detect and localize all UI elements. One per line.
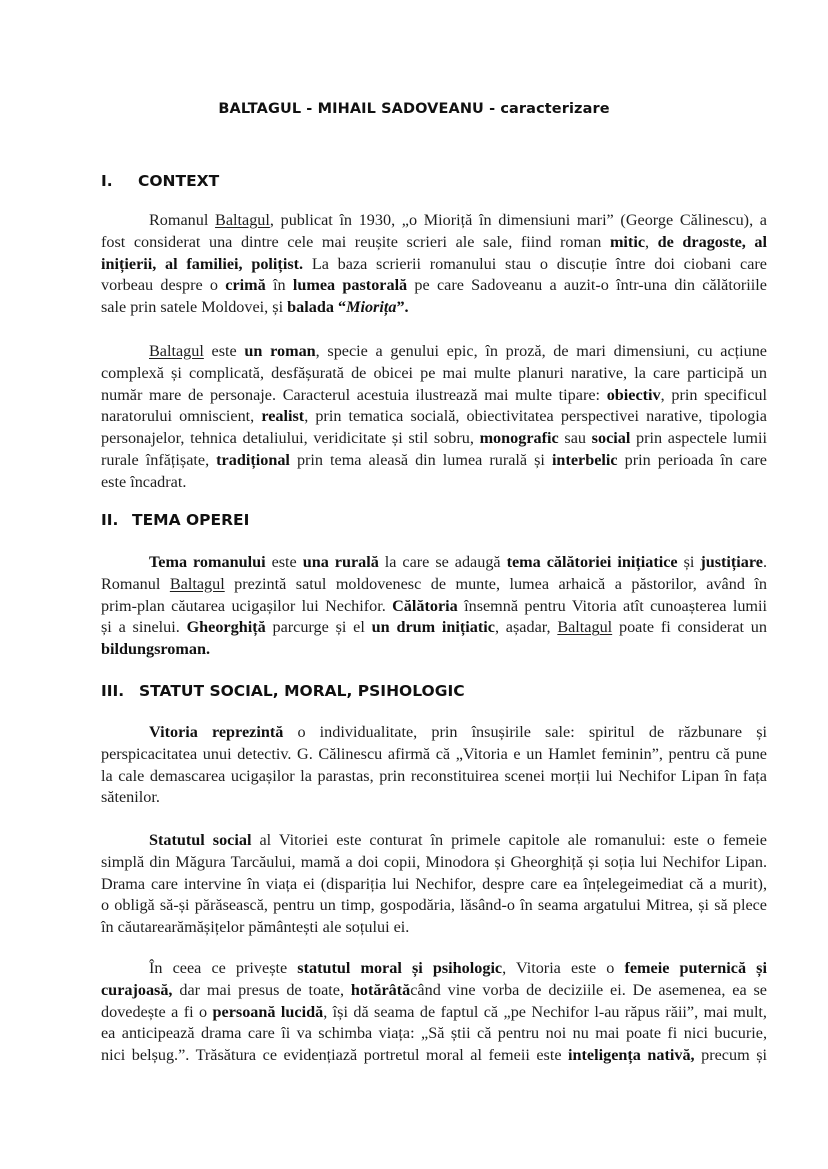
text-line xyxy=(101,917,767,939)
section-number: III. xyxy=(101,682,125,700)
text-line xyxy=(101,596,767,618)
text-run: o obligă să-și părăsească, pentru un timp, gospodăria, lăsând-o în seama argatului Mitrea, și să plece xyxy=(101,896,767,915)
text-run: dovedește a fi o xyxy=(101,1002,213,1021)
text-run: poate fi considerat un xyxy=(612,618,767,637)
text-line xyxy=(101,852,767,874)
section-number: I. xyxy=(101,172,113,190)
text-run: , prin specificul xyxy=(660,385,768,404)
bold-text: statutul moral și psihologic xyxy=(297,959,503,977)
bold-text: lumea pastorală xyxy=(292,276,408,295)
text-run: prin tema aleasă din lumea rurală și xyxy=(289,450,552,469)
section-heading-statut xyxy=(101,682,465,700)
text-run: simplă din Măgura Tarcăului, mamă a doi copii, Minodora și Gheorghiță și soția lui Nechifor Lipan. xyxy=(101,852,767,871)
bold-text: Tema romanului xyxy=(149,553,266,571)
text-run: , prin tematica socială, obiectivitatea perspectivei narative, tipologia xyxy=(304,407,767,426)
text-line xyxy=(101,363,767,385)
text-line xyxy=(101,895,767,917)
text-line xyxy=(101,385,767,407)
text-run: . xyxy=(762,553,768,571)
bold-text: persoană lucidă xyxy=(212,1002,324,1021)
text-line xyxy=(101,830,767,852)
text-run: prin perioada în care xyxy=(617,450,767,469)
text-run: ea anticipează drama care îi va schimba viața: „Să știi că pentru noi nu mai poate fi nici bucurie, xyxy=(101,1024,767,1043)
paragraph-statut-social xyxy=(101,830,767,939)
bold-text: Miorița xyxy=(346,298,397,317)
bold-text: inteligența nativă, xyxy=(568,1046,695,1065)
text-run: o individualitate, prin însușirile sale: spiritul de răzbunare și xyxy=(283,723,767,741)
text-line xyxy=(101,450,767,472)
text-run: sau xyxy=(558,429,592,448)
text-line xyxy=(101,617,767,639)
section-title: STATUT SOCIAL, MORAL, PSIHOLOGIC xyxy=(139,682,465,700)
text-line xyxy=(101,874,767,896)
bold-text: social xyxy=(591,429,631,448)
text-run: La baza scrierii romanului stau o discuție între doi ciobani care xyxy=(303,254,767,273)
text-run: număr mare de personaje. Caracterul acestuia ilustrează mai multe tipare: xyxy=(101,385,607,404)
bold-text: curajoasă, xyxy=(101,980,173,999)
bold-text: ”. xyxy=(396,298,409,317)
text-run: sale prin satele Moldovei, și xyxy=(101,298,288,317)
underlined-title: Baltagul xyxy=(169,574,225,593)
text-run: la care se adaugă xyxy=(378,553,507,571)
text-line xyxy=(101,787,767,809)
text-line xyxy=(101,254,767,276)
bold-text: hotărâtă xyxy=(350,980,411,999)
bold-text: obiectiv xyxy=(606,385,661,404)
text-run: este xyxy=(265,553,303,571)
text-run: prin aspectele lumii xyxy=(630,429,767,448)
text-run: însemnă pentru Vitoria atît cunoașterea lumii xyxy=(457,596,767,615)
text-run: perspicacitatea unui detectiv. G. Călinescu afirmă că „Vitoria e un Hamlet feminin”, pentru că pune xyxy=(101,744,767,763)
text-line xyxy=(101,406,767,428)
bold-text: Călătoria xyxy=(392,596,458,615)
bold-text: monografic xyxy=(479,429,559,448)
text-run: personajelor, tehnica detaliului, veridicitate și stil sobru, xyxy=(101,429,480,448)
text-run: complexă și complicată, desfășurată de obicei pe mai multe planuri narative, la care participă un xyxy=(101,363,767,382)
text-run: Romanul xyxy=(149,211,216,229)
text-run: când vine vorba de deciziile ei. De asemenea, ea se xyxy=(410,980,767,999)
section-title: CONTEXT xyxy=(138,172,220,190)
bold-text: un drum inițiatic xyxy=(371,618,495,637)
text-line xyxy=(101,210,767,232)
bold-text: inițierii, al familiei, polițist. xyxy=(101,254,304,273)
section-number: II. xyxy=(101,511,119,529)
text-run: vorbeau despre o xyxy=(101,276,226,295)
text-run: la cale demascarea ucigașilor la parastas, prin reconstituirea scenei morții lui Nechifor Lipan în fața xyxy=(101,766,767,785)
bold-text: realist xyxy=(261,407,305,426)
bold-text: de dragoste, al xyxy=(657,232,768,251)
text-line xyxy=(101,639,767,661)
text-run: parcurge și el xyxy=(265,618,372,637)
text-run: nici belșug.”. Trăsătura ce evidențiază portretul moral al femeii este xyxy=(101,1046,569,1065)
text-line xyxy=(101,1002,767,1024)
text-line xyxy=(101,1023,767,1045)
text-line xyxy=(101,958,767,980)
text-run: naratorului omniscient, xyxy=(101,407,262,426)
text-run: , își dă seama de faptul că „pe Nechifor l-au răpus răii”, mai mult, xyxy=(323,1002,767,1021)
text-run: prezintă satul moldovenesc de munte, lumea arhaică a păstorilor, având în xyxy=(224,574,767,593)
text-run: sătenilor. xyxy=(101,788,160,807)
bold-text: Vitoria reprezintă xyxy=(149,723,284,741)
bold-text: tema călătoriei inițiatice xyxy=(506,553,678,571)
section-heading-tema-operei xyxy=(101,511,249,529)
text-line xyxy=(101,574,767,596)
text-run: și xyxy=(677,553,701,571)
section-heading-context xyxy=(101,172,219,190)
text-run: rurale înfățișate, xyxy=(101,450,217,469)
text-run: în xyxy=(265,276,293,295)
text-line xyxy=(101,766,767,788)
bold-text: crimă xyxy=(225,276,266,295)
text-line xyxy=(101,341,767,363)
paragraph-tema-operei xyxy=(101,552,767,661)
text-run: , xyxy=(645,232,658,251)
text-line xyxy=(101,232,767,254)
bold-text: mitic xyxy=(609,232,646,251)
text-line xyxy=(101,1045,767,1067)
underlined-title: Baltagul xyxy=(557,618,613,637)
text-run: fost considerat una dintre cele mai reușite scrieri ale sale, fiind roman xyxy=(101,232,610,251)
text-run: , Vitoria este o xyxy=(502,959,625,977)
document-title: BALTAGUL - MIHAIL SADOVEANU - caracterizare xyxy=(218,101,610,117)
text-run: Drama care intervine în viața ei (dispariția lui Nechifor, despre care ea înțelegeimediat că a murit), xyxy=(101,874,767,893)
bold-text: justițiare xyxy=(700,553,763,571)
bold-text: Gheorghiță xyxy=(186,618,266,637)
text-run: pe care Sadoveanu a auzit-o într-una din călătoriile xyxy=(407,276,767,295)
text-run: , așadar, xyxy=(494,618,558,637)
bold-text: Statutul social xyxy=(149,831,252,849)
bold-text: femeie puternică și xyxy=(624,959,767,977)
text-run: prim-plan căutarea ucigașilor lui Nechifor. xyxy=(101,596,393,615)
text-run: În ceea ce privește xyxy=(149,959,298,977)
text-run: în căutarearămășițelor pământești ale soțului ei. xyxy=(101,918,410,937)
text-run: precum și xyxy=(694,1046,767,1065)
bold-text: interbelic xyxy=(551,450,618,469)
underlined-title: Baltagul xyxy=(149,342,204,360)
text-run: , publicat în 1930, „o Mioriță în dimensiuni mari” (George Călinescu), a xyxy=(269,211,767,229)
bold-text: bildungsroman. xyxy=(101,640,211,659)
text-run: dar mai presus de toate, xyxy=(172,980,351,999)
underlined-title: Baltagul xyxy=(215,211,270,229)
bold-text: una rurală xyxy=(302,553,379,571)
bold-text: tradițional xyxy=(216,450,290,469)
text-line xyxy=(101,275,767,297)
bold-text: balada “ xyxy=(287,298,347,317)
text-line xyxy=(101,980,767,1002)
text-line xyxy=(101,428,767,450)
text-line xyxy=(101,552,767,574)
paragraph-context-1 xyxy=(101,210,767,319)
paragraph-context-2 xyxy=(101,341,767,494)
text-line xyxy=(101,297,767,319)
section-title: TEMA OPEREI xyxy=(132,511,250,529)
text-run: Romanul xyxy=(101,574,170,593)
text-run: , specie a genului epic, în proză, de mari dimensiuni, cu acțiune xyxy=(315,342,767,360)
text-line xyxy=(101,722,767,744)
paragraph-vitoria xyxy=(101,722,767,809)
text-run: este încadrat. xyxy=(101,472,187,491)
text-line xyxy=(101,744,767,766)
paragraph-statut-moral xyxy=(101,958,767,1067)
text-run: și a sinelui. xyxy=(101,618,187,637)
text-line xyxy=(101,472,767,494)
text-run: al Vitoriei este conturat în primele capitole ale romanului: este o femeie xyxy=(251,831,767,849)
bold-text: un roman xyxy=(244,342,316,360)
text-run: este xyxy=(203,342,245,360)
